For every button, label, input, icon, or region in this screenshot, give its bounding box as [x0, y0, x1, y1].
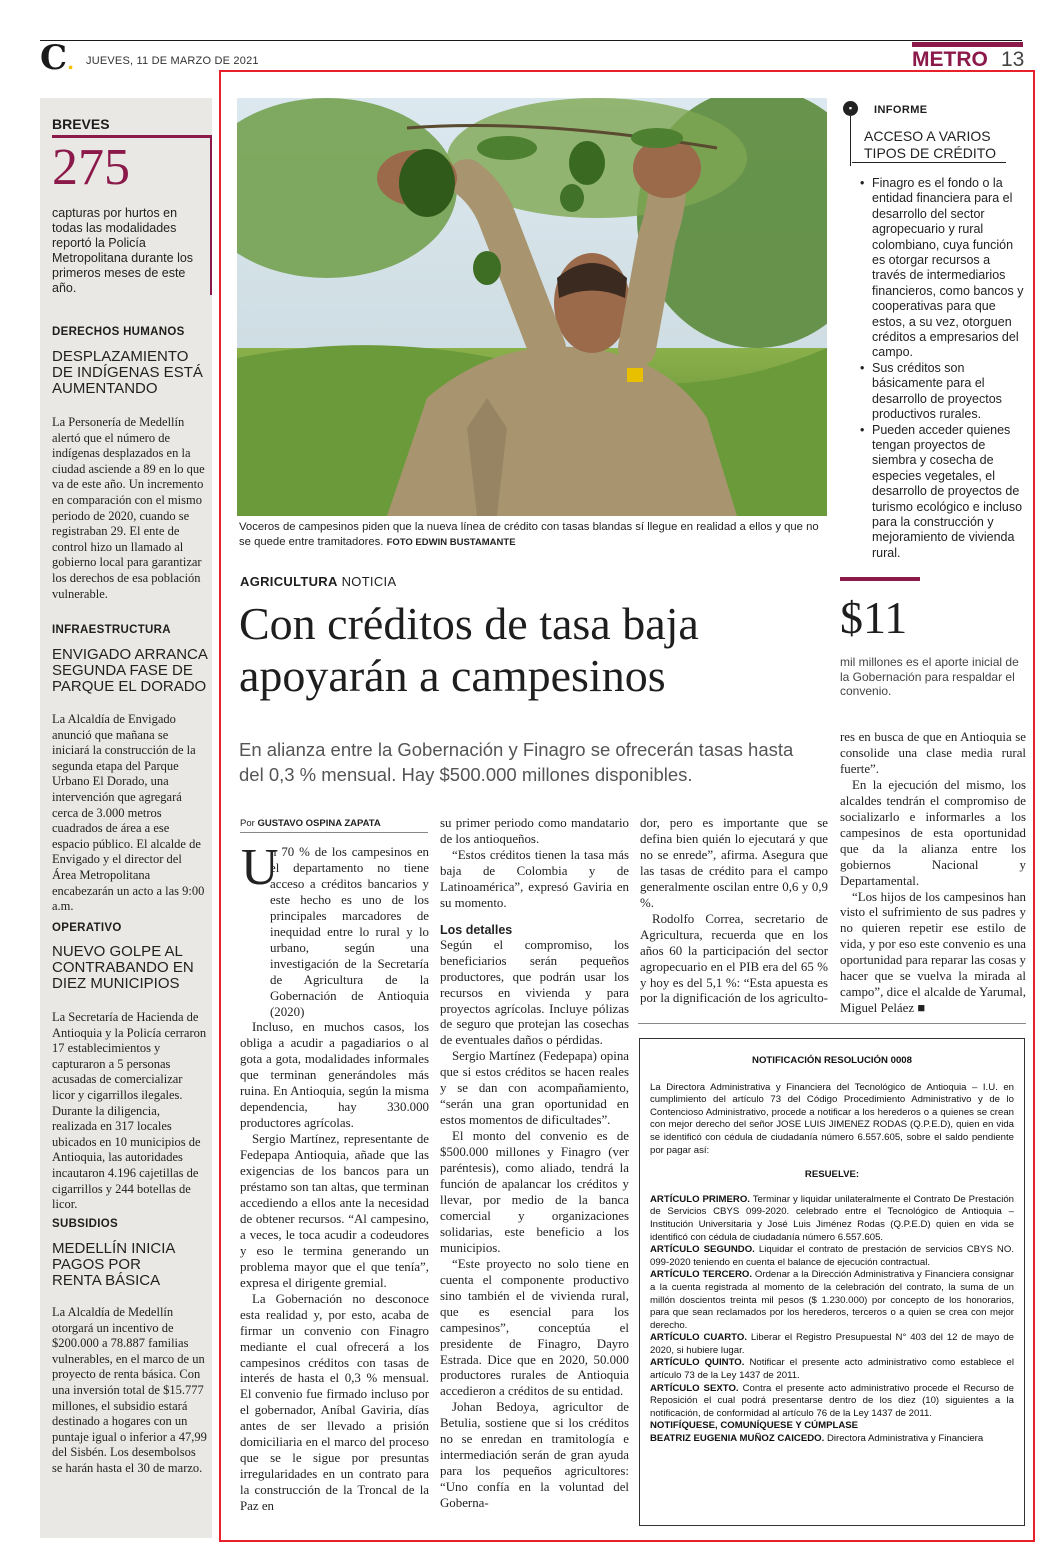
photo-credit: FOTO EDWIN BUSTAMANTE	[386, 537, 516, 548]
informe-item: • Pueden acceder quienes tengan proyectos de siembra y cosecha de especies vegetales, el desarrollo de proyectos de turismo ecológico e incluso para la construcción y mejoramiento de vivienda rural.	[860, 423, 1026, 562]
paragraph: Sergio Martínez (Fedepapa) opina que si estos créditos se hacen reales y se dan con acompañamiento, “serán una gran oportunidad en estos momentos de dificultades”.	[440, 1049, 629, 1128]
notice-article: ARTÍCULO PRIMERO. Terminar y liquidar unilateralmente el Contrato De Prestación de Servicios CBYS 099-2020. celebrado entre el Tecnológico de Antioquia –Institución Universitaria y José Luis Jiménez Rodas (Q.P.E.D) quien en vida se identificó con cédula de ciudadanía número 6.557.605.	[650, 1193, 1014, 1243]
paragraph: su primer periodo como mandatario de los antioqueños.	[440, 816, 629, 846]
article-column-2	[440, 816, 629, 1512]
photo-caption: Voceros de campesinos piden que la nueva línea de crédito con tasas blandas sí llegue en realidad a ellos y que no se quede entre tramitadores. FOTO EDWIN BUSTAMANTE	[239, 521, 819, 548]
paragraph: En la ejecución del mismo, los alcaldes tendrán el compromiso de socializarlo e informarles a los campesinos de esta oportunidad que da la alianza entre los gobiernos Nacional y Departamental.	[840, 777, 1026, 888]
drop-cap: U	[241, 839, 279, 896]
notice-article: ARTÍCULO SEXTO. Contra el presente acto administrativo procede el Recurso de Reposición el cual podrá presentarse dentro de los diez (10) siguientes a la notificación, de conformidad al artículo 76 de la Ley 1437 de 2011.	[650, 1382, 1014, 1419]
section-name: METRO	[912, 48, 988, 71]
stat-text: mil millones es el aporte inicial de la Gobernación para respaldar el convenio.	[840, 655, 1019, 698]
article-dek: En alianza entre la Gobernación y Finagro se ofrecerán tasas hasta del 0,3 % mensual. Hay $500.000 millones disponibles.	[239, 739, 794, 785]
breves-title: BREVES	[52, 116, 110, 132]
stat-rule	[840, 577, 920, 581]
breves-number-text: capturas por hurtos en todas las modalidades reportó la Policía Metropolitana durante los primeros meses de este año.	[52, 206, 194, 295]
informe-item: • Sus créditos son básicamente para el desarrollo de proyectos productivos rurales.	[860, 361, 1026, 423]
informe-list	[860, 176, 1026, 561]
article-column-3	[640, 816, 828, 1007]
paragraph: res en busca de que en Antioquia se consolide una clase media rural fuerte”.	[840, 730, 1026, 776]
farmer-photo	[237, 98, 827, 516]
stat-number: $11	[840, 592, 908, 643]
breves-rule	[52, 135, 212, 138]
brief-category: INFRAESTRUCTURA	[52, 624, 171, 636]
brief-body: La Alcaldía de Medellín otorgará un incentivo de $200.000 a 78.887 familias vulnerables, en el marco de un proyecto de renta básica. Con una inversión total de $15.777 millones, el subsidio estará destinado a hogares con un puntaje igual o inferior a 47,99 del Sisbén. Los desembolsos se harán hasta el 30 de marzo.	[52, 1305, 207, 1475]
brief-body: La Alcaldía de Envigado anunció que mañana se iniciará la construcción de la segunda etapa del Parque Urbano El Dorado, una intervención que agregará cerca de 3.000 metros cuadrados de área a ese espacio público. El alcalde de Envigado y el director del Área Metropolitana encabezarán un acto a las 9:00 a.m.	[52, 712, 205, 914]
article-headline: Con créditos de tasa baja apoyarán a campesinos	[239, 598, 699, 701]
notice-intro: La Directora Administrativa y Financiera del Tecnológico de Antioquia – I.U. en cumplimiento del artículo 73 del Código Procedimiento Administrativo y de lo Contencioso Administrativo, procede a notificar a los herederos o a quienes se crean con mejor derecho del señor JOSE LUIS JIMENEZ RODAS (Q.P.E.D), quien en vida se identificó con cédula de ciudadanía número 6.557.605, sobre el saldo pendiente por pagar así:	[650, 1081, 1014, 1156]
paragraph: Según el compromiso, los beneficiarios serán pequeños productores, que podrán usar los recursos en vivienda y para proyectos agrícolas. Incluye pólizas de seguro que protejan las cosechas de eventuales daños o pérdidas.	[440, 937, 629, 1048]
informe-title: ACCESO A VARIOS TIPOS DE CRÉDITO	[864, 128, 996, 161]
brief-body: La Personería de Medellín alertó que el número de indígenas desplazados en la ciudad asciende a 89 en lo que va de este año. Un incremento en comparación con el mismo periodo de 2020, cuando se registraban 29. El ente de control hizo un llamado al gobierno local para garantizar los derechos de esa población vulnerable.	[52, 415, 205, 601]
breves-big-number: 275	[52, 139, 130, 196]
byline: Por GUSTAVO OSPINA ZAPATA	[240, 818, 381, 829]
article-kicker: AGRICULTURA NOTICIA	[240, 574, 397, 589]
notice-title: NOTIFICACIÓN RESOLUCIÓN 0008	[752, 1055, 912, 1066]
brief-category: OPERATIVO	[52, 922, 122, 934]
paragraph: “Estos créditos tienen la tasa más baja de Colombia y de Latinoamérica”, expresó Gaviria en su momento.	[440, 847, 629, 910]
brief-headline: MEDELLÍN INICIA PAGOS POR RENTA BÁSICA	[52, 1240, 175, 1289]
brief-category: DERECHOS HUMANOS	[52, 326, 185, 338]
article-subhead: Los detalles	[440, 922, 513, 937]
paragraph: La Gobernación no desconoce esta realidad y, por esto, acaba de firmar un convenio con Finagro mediante el cual ofrecerá a los campesinos créditos con tasas de interés de hasta el 0,3 % mensual. El convenio fue firmado incluso por el gobernador, Aníbal Gaviria, días antes de ser llevado a prisión domiciliaria en el marco del proceso que se le sigue por presuntas irregularidades en un contrato para la construcción de la Troncal de la Paz en	[240, 1291, 429, 1514]
section-bar	[912, 42, 1023, 47]
paragraph: “Este proyecto no solo tiene en cuenta el componente productivo sino también el de vivienda rural, que es esencial para los campesinos”, conceptúa el presidente de Finagro, Dayro Estrada. Dice que en 2020, 50.000 productores rurales de Antioquia accedieron a créditos de su entidad.	[440, 1256, 629, 1399]
breves-column	[40, 98, 212, 1538]
informe-connector	[850, 116, 851, 166]
paragraph: “Los hijos de los campesinos han visto el sufrimiento de sus padres y no quieren repetir ese estilo de vida, y por eso este convenio es una oportunidad para reparar las cosas y hacer que se vuelva la mirada al campo”, dice el alcalde de Yarumal, Miguel Peláez ■	[840, 889, 1026, 1016]
notice-signature: BEATRIZ EUGENIA MUÑOZ CAICEDO. Directora Administrativa y Financiera	[650, 1433, 984, 1445]
issue-date: JUEVES, 11 DE MARZO DE 2021	[86, 55, 259, 67]
brief-headline: ENVIGADO ARRANCA SEGUNDA FASE DE PARQUE EL DORADO	[52, 646, 208, 695]
paragraph: El monto del convenio es de $500.000 millones y Finagro (ver paréntesis), como aliado, tendrá la función de apalancar los créditos y llevar, por medio de la banca comercial y organizaciones solidarias, este beneficio a los municipios.	[440, 1129, 629, 1255]
article-column-1	[240, 839, 429, 1515]
notice-article: ARTÍCULO QUINTO. Notificar el presente acto administrativo como establece el artículo 73 de la Ley 1437 de 2011.	[650, 1357, 1014, 1382]
article-column-4	[840, 730, 1026, 1017]
paragraph: Johan Bedoya, agricultor de Betulia, sostiene que si los créditos no se enredan en tramitología e intermediación serán de gran ayuda para los pequeños agricultores: “Uno confía en la voluntad del Goberna-	[440, 1400, 629, 1511]
byline-rule	[240, 832, 428, 833]
paragraph: Incluso, en muchos casos, los obliga a acudir a pagadiarios o al gota a gota, modalidades informales que terminan generándoles más ruina. En Antioquia, según la misma dependencia, hay 330.000 productores agrícolas.	[240, 1020, 429, 1131]
brief-category: SUBSIDIOS	[52, 1218, 118, 1230]
legal-notice	[639, 1038, 1025, 1526]
publication-logo: C.	[40, 38, 75, 78]
paragraph: Sergio Martínez, representante de Fedepapa Antioquia, añade que las exigencias de los bancos para un préstamo son tan altas, que terminan accediendo a ellos ante la necesidad de obtener recursos. “Al campesino, a veces, le toca acudir a codeudores y eso le termina generando un problema mayor que el que tenía”, expresa el dirigente gremial.	[240, 1132, 429, 1290]
informe-title-rule	[852, 162, 1006, 163]
brief-headline: DESPLAZAMIENTO DE INDÍGENAS ESTÁ AUMENTANDO	[52, 348, 203, 397]
paragraph: dor, pero es importante que se defina bien quién lo ejecutará y que no se enrede”, afirma. Asegura que las tasas de crédito para el campo generalmente oscilan entre 0,6 y 0,9 %.	[640, 816, 828, 910]
notice-resuelve: RESUELVE:	[804, 1169, 860, 1181]
page-number: 13	[1001, 48, 1025, 71]
header-rule	[40, 40, 1022, 41]
notice-closing: NOTIFÍQUESE, COMUNÍQUESE Y CÚMPLASE	[650, 1420, 859, 1432]
informe-item: • Finagro es el fondo o la entidad financiera para el desarrollo del sector agropecuario y rural colombiano, cuya función es otorgar recursos a través de intermediarios financieros, como bancos y cooperativas para que estos, a su vez, otorguen créditos a empresarios del campo.	[860, 176, 1026, 361]
brief-headline: NUEVO GOLPE AL CONTRABANDO EN DIEZ MUNICIPIOS	[52, 943, 194, 992]
informe-label: INFORME	[874, 104, 928, 116]
paragraph: n 70 % de los campesinos en el departamento no tiene acceso a créditos bancarios y este hecho es uno de los principales marcadores de inequidad entre lo rural y lo urbano, según una investigación de la Secretaría de Agricultura de la Gobernación de Antioquia (2020)	[270, 845, 429, 1019]
informe-icon: ▪	[843, 101, 858, 116]
notice-article: ARTÍCULO TERCERO. Ordenar a la Dirección Administrativa y Financiera consignar a la cuenta registrada al momento de la celebración del contrato, la suma de un millón doscientos treinta mil pesos ($ 1.230.000) por concepto de los honorarios, para que sean reclamados por los herederos, terceros o a quien se crea con mejor derecho.	[650, 1269, 1014, 1331]
brief-body: La Secretaría de Hacienda de Antioquia y la Policía cerraron 17 establecimientos y capturaron a 5 personas acusadas de comercializar licor y cigarrillos ilegales. Durante la diligencia, realizada en 317 locales ubicados en 10 municipios de Antioquia, las autoridades incautaron 4.196 cajetillas de cigarrillos y 244 botellas de licor.	[52, 1010, 207, 1212]
notice-article: ARTÍCULO CUARTO. Liberar el Registro Presupuestal N° 403 del 12 de mayo de 2020, si hubiere lugar.	[650, 1332, 1014, 1356]
notice-top-rule	[638, 1023, 1026, 1024]
paragraph: Rodolfo Correa, secretario de Agricultura, recuerda que en los años 60 la participación del sector agropecuario en el PIB era del 65 % y hoy es del 5,1 %: “Esta apuesta es por la dignificación de los agriculto-	[640, 911, 828, 1006]
notice-article: ARTÍCULO SEGUNDO. Liquidar el contrato de prestación de servicios CBYS NO. 099-2020 teniendo en cuenta el balance de ejecución contractual.	[650, 1244, 1014, 1268]
